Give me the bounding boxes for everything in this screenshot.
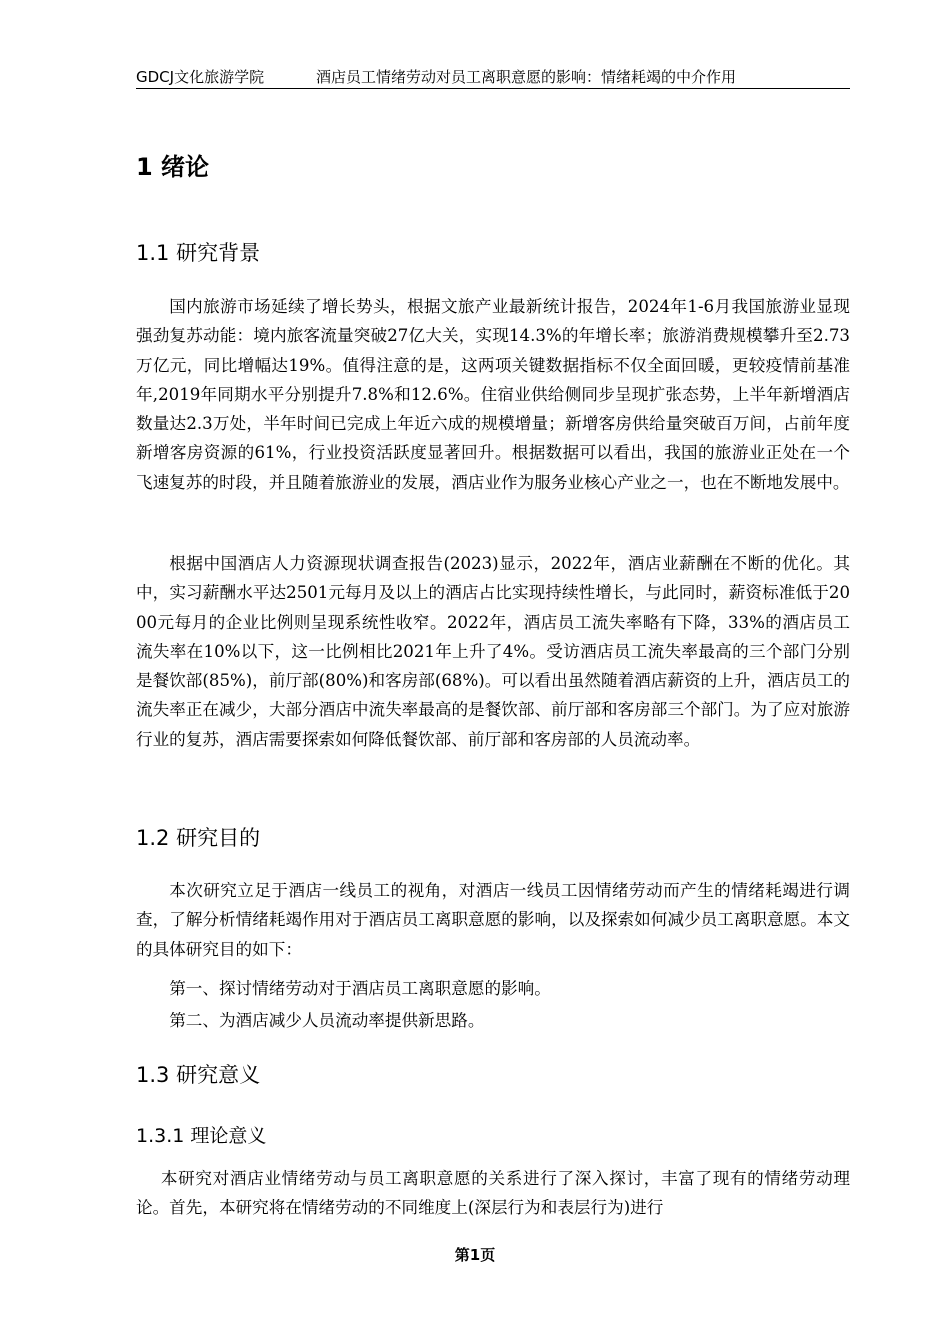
header-thesis-title: 酒店员工情绪劳动对员工离职意愿的影响：情绪耗竭的中介作用 [316, 68, 737, 86]
section-heading-1-1: 1.1 研究背景 [136, 241, 261, 265]
header-institution: GDCJ文化旅游学院 [136, 68, 265, 86]
subsection-heading-1-3-1: 1.3.1 理论意义 [136, 1125, 267, 1147]
section-heading-1-2: 1.2 研究目的 [136, 826, 261, 850]
chapter-title: 1 绪论 [136, 153, 210, 181]
body-paragraph: 本次研究立足于酒店一线员工的视角，对酒店一线员工因情绪劳动而产生的情绪耗竭进行调查，了解分析情绪耗竭作用对于酒店员工离职意愿的影响，以及探索如何减少员工离职意愿。本文的具体研究目的如下： [136, 881, 850, 959]
body-paragraph: 本研究对酒店业情绪劳动与员工离职意愿的关系进行了深入探讨，丰富了现有的情绪劳动理论。首先，本研究将在情绪劳动的不同维度上(深层行为和表层行为)进行 [136, 1169, 850, 1218]
page-number: 第1页 [454, 1246, 496, 1264]
body-paragraph: 国内旅游市场延续了增长势头，根据文旅产业最新统计报告，2024年1-6月我国旅游业显现强劲复苏动能：境内旅客流量突破27亿大关，实现14.3%的年增长率；旅游消费规模攀升至2.73万亿元，同比增幅达19%。值得注意的是，这两项关键数据指标不仅全面回暖，更较疫情前基准年,2019年同期水平分别提升7.8%和12.6%。住宿业供给侧同步呈现扩张态势，上半年新增酒店数量达2.3万处，半年时间已完成上年近六成的规模增量；新增客房供给量突破百万间，占前年度新增客房资源的61%，行业投资活跃度显著回升。根据数据可以看出，我国的旅游业正处在一个飞速复苏的时段，并且随着旅游业的发展，酒店业作为服务业核心产业之一，也在不断地发展中。 [136, 297, 850, 492]
list-item: 第一、探讨情绪劳动对于酒店员工离职意愿的影响。 [169, 979, 551, 998]
section-heading-1-3: 1.3 研究意义 [136, 1063, 261, 1087]
body-paragraph: 根据中国酒店人力资源现状调查报告(2023)显示，2022年，酒店业薪酬在不断的优化。其中，实习薪酬水平达2501元每月及以上的酒店占比实现持续性增长，与此同时，薪资标准低于2000元每月的企业比例则呈现系统性收窄。2022年，酒店员工流失率略有下降，33%的酒店员工流失率在10%以下，这一比例相比2021年上升了4%。受访酒店员工流失率最高的三个部门分别是餐饮部(85%)，前厅部(80%)和客房部(68%)。可以看出虽然随着酒店薪资的上升，酒店员工的流失率正在减少，大部分酒店中流失率最高的是餐饮部、前厅部和客房部三个部门。为了应对旅游行业的复苏，酒店需要探索如何降低餐饮部、前厅部和客房部的人员流动率。 [136, 554, 850, 749]
running-header [136, 66, 850, 89]
list-item: 第二、为酒店减少人员流动率提供新思路。 [169, 1011, 485, 1030]
